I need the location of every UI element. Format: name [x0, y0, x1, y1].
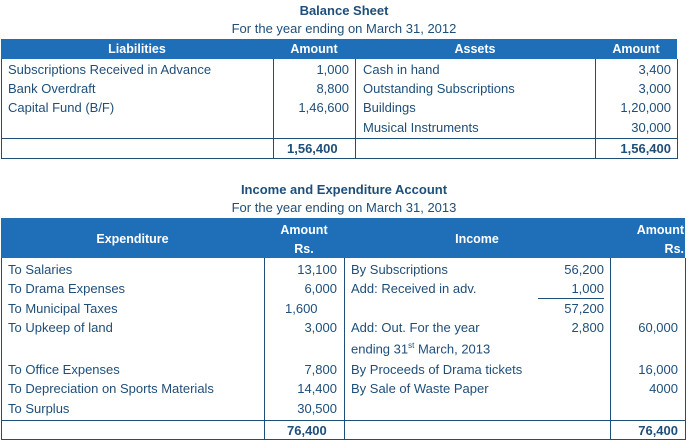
- header-amount: Amount: [636, 223, 684, 237]
- income-amount: 4000: [649, 381, 678, 396]
- income-label: ending 31st March, 2013: [351, 341, 491, 357]
- asset-amount: 30,000: [631, 120, 671, 135]
- liability-label: Capital Fund (B/F): [8, 100, 115, 115]
- income-amount: 16,000: [638, 362, 678, 377]
- expenditure-label: To Office Expenses: [8, 362, 120, 377]
- income-label: Add: Out. For the year: [351, 320, 480, 335]
- income-label: By Subscriptions: [351, 262, 448, 277]
- header-amount: Amount: [612, 42, 660, 56]
- header-expenditure: Expenditure: [96, 232, 169, 246]
- total-expenditure: 76,400: [287, 423, 327, 438]
- income-label: By Proceeds of Drama tickets: [351, 362, 523, 377]
- expenditure-amount: 14,400: [297, 381, 337, 396]
- asset-label: Cash in hand: [363, 62, 440, 77]
- asset-amount: 1,20,000: [620, 100, 671, 115]
- expenditure-label: To Depreciation on Sports Materials: [8, 381, 214, 396]
- expenditure-label: To Upkeep of land: [8, 320, 113, 335]
- ie-title: Income and Expenditure Account: [240, 182, 448, 197]
- expenditure-amount: 1,600: [285, 301, 318, 316]
- expenditure-amount: 6,000: [304, 281, 337, 296]
- total-income: 76,400: [638, 423, 678, 438]
- expenditure-label: To Municipal Taxes: [8, 301, 118, 316]
- balance-sheet-title: Balance Sheet: [299, 3, 389, 18]
- income-subtotal: 57,200: [564, 301, 604, 316]
- liability-amount: 1,000: [316, 62, 349, 77]
- liability-amount: 8,800: [316, 81, 349, 96]
- income-label: Add: Received in adv.: [351, 281, 477, 296]
- header-assets: Assets: [454, 42, 496, 56]
- header-income: Income: [455, 232, 499, 246]
- liability-label: Bank Overdraft: [8, 81, 96, 96]
- income-amount: 1,000: [571, 281, 604, 296]
- liability-amount: 1,46,600: [298, 100, 349, 115]
- liability-label: Subscriptions Received in Advance: [8, 62, 212, 77]
- asset-label: Outstanding Subscriptions: [363, 81, 515, 96]
- total-liabilities: 1,56,400: [287, 141, 338, 156]
- expenditure-label: To Drama Expenses: [8, 281, 126, 296]
- header-currency: Rs.: [664, 242, 684, 256]
- header-amount: Amount: [280, 223, 328, 237]
- header-currency: Rs.: [294, 242, 314, 256]
- total-assets: 1,56,400: [620, 141, 671, 156]
- asset-label: Buildings: [363, 100, 416, 115]
- expenditure-amount: 3,000: [304, 320, 337, 335]
- asset-label: Musical Instruments: [363, 120, 479, 135]
- expenditure-label: To Surplus: [8, 401, 70, 416]
- income-label: By Sale of Waste Paper: [351, 381, 489, 396]
- asset-amount: 3,000: [638, 81, 671, 96]
- header-amount: Amount: [290, 42, 338, 56]
- balance-sheet-subtitle: For the year ending on March 31, 2012: [231, 21, 457, 36]
- asset-amount: 3,400: [638, 62, 671, 77]
- ie-subtitle: For the year ending on March 31, 2013: [231, 200, 457, 215]
- expenditure-amount: 13,100: [297, 262, 337, 277]
- expenditure-label: To Salaries: [8, 262, 73, 277]
- header-liabilities: Liabilities: [108, 42, 166, 56]
- income-amount: 56,200: [564, 262, 604, 277]
- expenditure-amount: 7,800: [304, 362, 337, 377]
- income-amount: 2,800: [571, 320, 604, 335]
- expenditure-amount: 30,500: [297, 401, 337, 416]
- income-total: 60,000: [638, 320, 678, 335]
